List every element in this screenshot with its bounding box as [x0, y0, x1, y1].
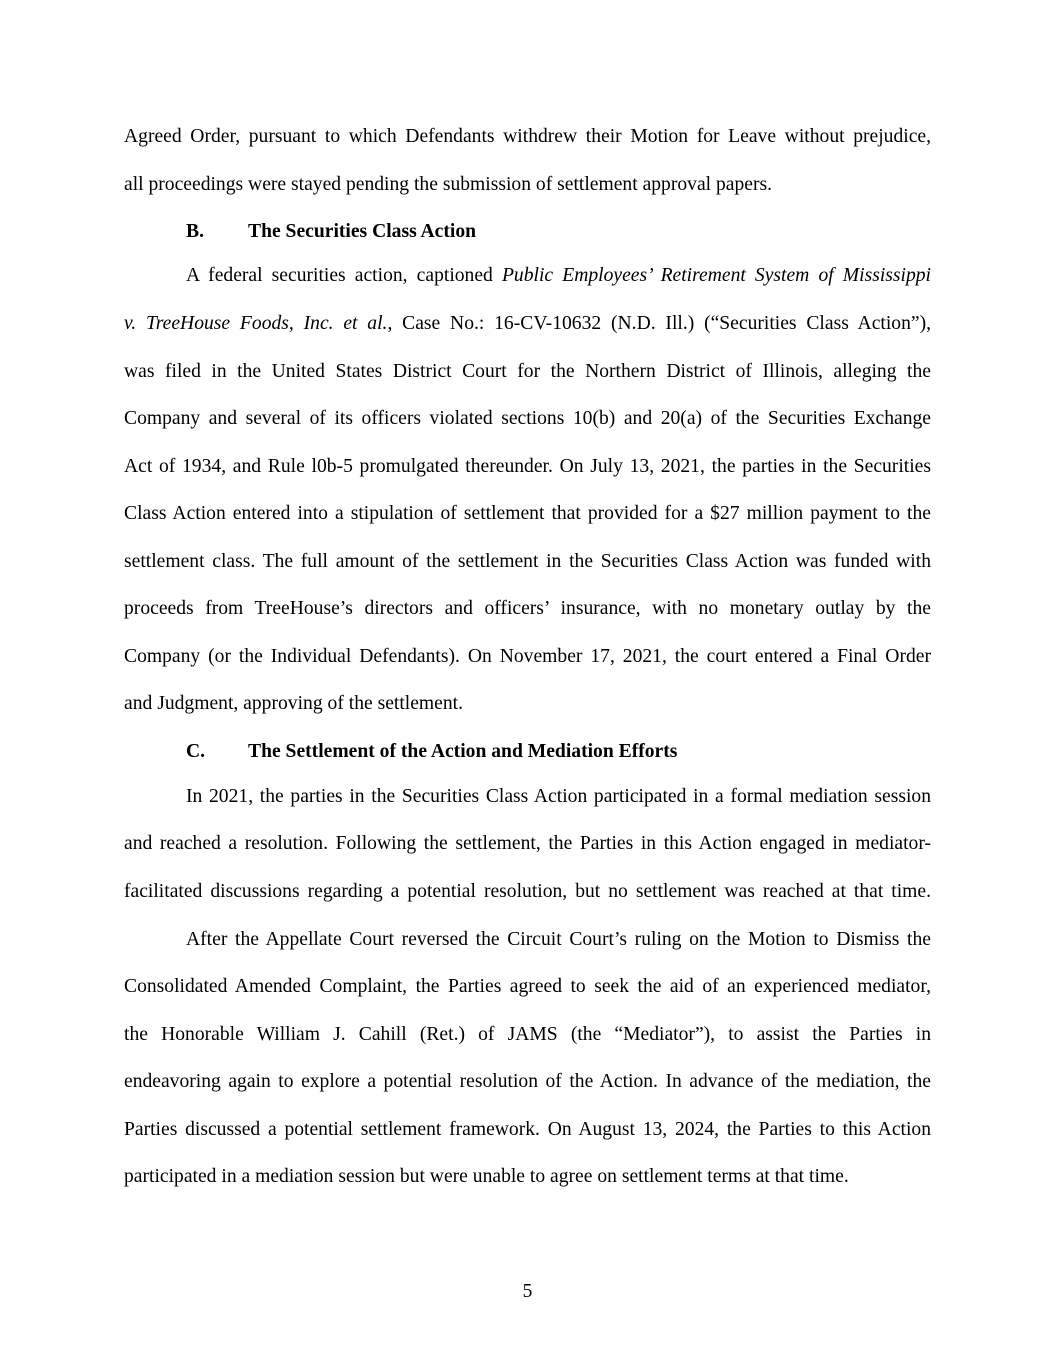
document-page	[124, 0, 931, 1365]
paragraph-line: the Honorable William J. Cahill (Ret.) of JAMS (the “Mediator”), to assist the Parties in	[124, 1024, 931, 1045]
paragraph-line: facilitated discussions regarding a potential resolution, but no settlement was reached at that time.	[124, 881, 931, 902]
text-span: , Case No.: 16-CV-10632 (N.D. Ill.) (“Securities Class Action”),	[387, 313, 931, 334]
paragraph-line: participated in a mediation session but were unable to agree on settlement terms at that time.	[124, 1166, 849, 1187]
paragraph-line: and reached a resolution. Following the settlement, the Parties in this Action engaged in mediator-	[124, 833, 931, 854]
paragraph-line: Company (or the Individual Defendants). On November 17, 2021, the court entered a Final Order	[124, 646, 931, 667]
paragraph-line: Consolidated Amended Complaint, the Parties agreed to seek the aid of an experienced mediator,	[124, 976, 931, 997]
section-b-title: The Securities Class Action	[248, 221, 477, 242]
paragraph-line: endeavoring again to explore a potential resolution of the Action. In advance of the mediation, the	[124, 1071, 931, 1092]
paragraph-line: proceeds from TreeHouse’s directors and officers’ insurance, with no monetary outlay by the	[124, 598, 931, 619]
case-caption-italic: Public Employees’ Retirement System of Mississippi	[501, 265, 931, 286]
case-caption-italic: v. TreeHouse Foods, Inc. et al.	[124, 313, 388, 334]
page-number: 5	[522, 1281, 533, 1302]
paragraph-line: In 2021, the parties in the Securities Class Action participated in a formal mediation session	[186, 786, 931, 807]
paragraph-line	[124, 312, 931, 336]
paragraph-line: Act of 1934, and Rule l0b-5 promulgated thereunder. On July 13, 2021, the parties in the Securities	[124, 456, 931, 477]
section-b-heading	[124, 220, 931, 244]
paragraph-line: After the Appellate Court reversed the Circuit Court’s ruling on the Motion to Dismiss the	[186, 929, 931, 950]
paragraph-line: all proceedings were stayed pending the submission of settlement approval papers.	[124, 174, 773, 195]
section-c-title: The Settlement of the Action and Mediation Efforts	[248, 741, 678, 762]
paragraph-line	[124, 264, 931, 288]
paragraph-line: and Judgment, approving of the settlement.	[124, 693, 464, 714]
paragraph-line: Agreed Order, pursuant to which Defendants withdrew their Motion for Leave without prejudice,	[124, 126, 931, 147]
text-span: A federal securities action, captioned	[186, 265, 502, 286]
paragraph-line: Class Action entered into a stipulation of settlement that provided for a $27 million payment to the	[124, 503, 931, 524]
section-b-letter: B.	[186, 221, 204, 242]
section-c-heading	[124, 740, 931, 764]
paragraph-line: was filed in the United States District Court for the Northern District of Illinois, alleging the	[124, 361, 931, 382]
paragraph-line: Company and several of its officers violated sections 10(b) and 20(a) of the Securities Exchange	[124, 408, 931, 429]
section-c-letter: C.	[186, 741, 206, 762]
paragraph-line: Parties discussed a potential settlement framework. On August 13, 2024, the Parties to this Action	[124, 1119, 931, 1140]
paragraph-line: settlement class. The full amount of the settlement in the Securities Class Action was funded with	[124, 551, 931, 572]
